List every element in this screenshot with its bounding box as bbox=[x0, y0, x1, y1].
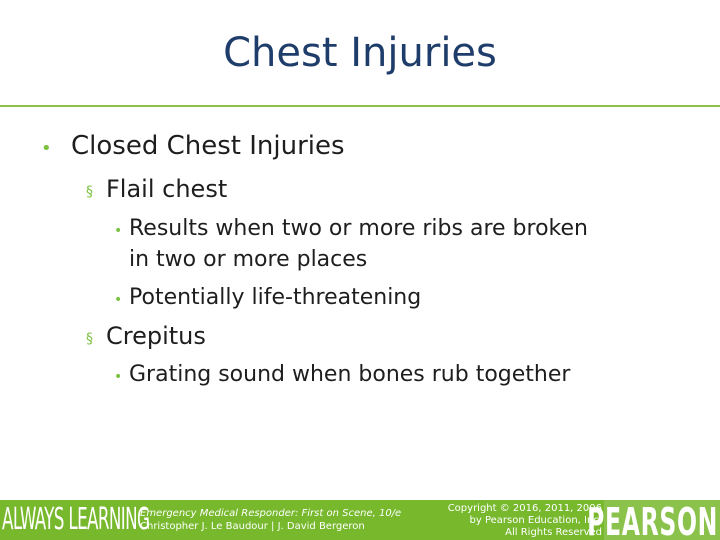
bullet-dot-icon: • bbox=[114, 292, 123, 308]
slide-title: Chest Injuries bbox=[223, 30, 497, 76]
always-learning-tagline: ALWAYS LEARNING bbox=[2, 502, 150, 537]
book-citation bbox=[140, 507, 401, 533]
bullet-text: Flail chest bbox=[106, 175, 228, 203]
book-authors: Christopher J. Le Baudour | J. David Bergeron bbox=[140, 521, 365, 532]
bullet-text: Grating sound when bones rub together bbox=[129, 362, 571, 387]
bullet-text-continued: in two or more places bbox=[129, 247, 368, 272]
bullet-dot-icon: • bbox=[114, 369, 123, 385]
copyright-notice bbox=[448, 503, 602, 539]
bullet-text: Potentially life-threatening bbox=[129, 285, 422, 310]
bullet-text: Closed Chest Injuries bbox=[71, 131, 345, 161]
copyright-line-2: by Pearson Education, Inc. bbox=[469, 515, 602, 526]
bullet-text: Results when two or more ribs are broken bbox=[129, 216, 588, 241]
bullet-square-icon: § bbox=[86, 184, 93, 200]
slide-footer bbox=[0, 500, 720, 540]
bullet-dot-icon: • bbox=[114, 223, 123, 239]
book-title: Emergency Medical Responder: First on Scene, 10/e bbox=[140, 508, 402, 519]
bullet-text: Crepitus bbox=[106, 322, 206, 350]
bullet-square-icon: § bbox=[86, 331, 93, 347]
copyright-line-1: Copyright © 2016, 2011, 2006 bbox=[447, 503, 602, 514]
copyright-line-3: All Rights Reserved bbox=[505, 527, 602, 538]
bullet-dot-icon: • bbox=[41, 138, 52, 159]
pearson-logo: PEARSON bbox=[587, 500, 718, 540]
